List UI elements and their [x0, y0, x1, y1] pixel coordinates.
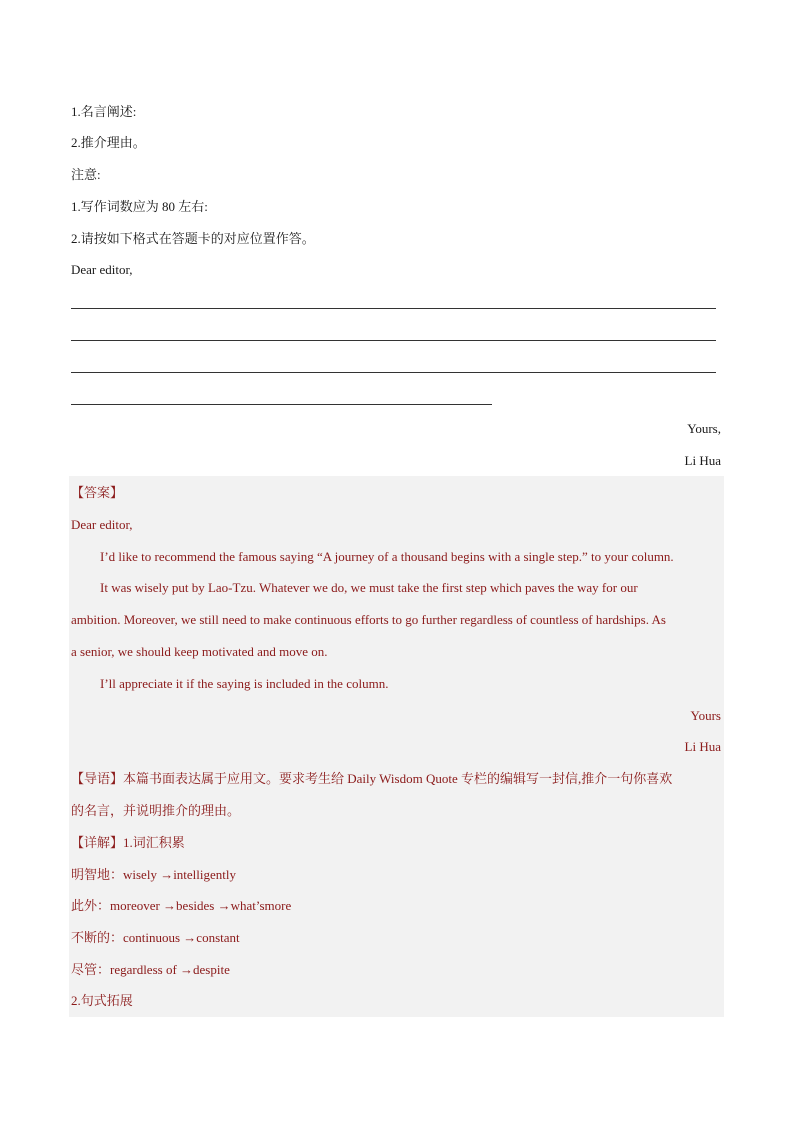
detail-line-1: [71, 834, 185, 852]
vocab-item: 尽管：regardless of →despite: [71, 962, 230, 977]
answer-label: 【答案】: [71, 485, 124, 500]
guide-text: 本篇书面表达属于应用文。要求考生给 Daily Wisdom Quote 专栏的编辑写一封信,推介一句你喜欢: [123, 771, 673, 786]
writing-line: [71, 404, 492, 405]
writing-line: [71, 372, 716, 373]
letter-salutation: Dear editor,: [71, 262, 133, 277]
requirement-item-1: 1.名言阐述:: [71, 104, 137, 119]
writing-line: [71, 308, 716, 309]
writing-line: [71, 340, 716, 341]
requirement-item-2: 2.推介理由。: [71, 135, 146, 150]
note-item-1: 1.写作词数应为 80 左右:: [71, 199, 208, 214]
vocab-item: 明智地：wisely →intelligently: [71, 867, 237, 882]
detail-heading-1: 1.词汇积累: [123, 835, 185, 850]
answer-paragraph-2-line-3: a senior, we should keep motivated and move on.: [71, 644, 328, 659]
detail-heading-2: 2.句式拓展: [71, 993, 133, 1008]
guide-line-2: 的名言，并说明推介的理由。: [71, 803, 241, 818]
guide-label: 【导语】: [71, 771, 124, 786]
answer-paragraph-2-line-2: ambition. Moreover, we still need to make continuous efforts to go further regardless of countless of hardships. As: [71, 612, 666, 627]
letter-signature: Li Hua: [684, 453, 721, 468]
note-item-2: 2.请按如下格式在答题卡的对应位置作答。: [71, 231, 315, 246]
answer-closing: Yours: [690, 708, 721, 723]
note-label: 注意:: [71, 167, 101, 182]
answer-signature: Li Hua: [684, 739, 721, 754]
guide-line-1: [71, 770, 672, 788]
answer-salutation: Dear editor,: [71, 517, 133, 532]
detail-label: 【详解】: [71, 835, 124, 850]
answer-paragraph-3: I’ll appreciate it if the saying is included in the column.: [100, 676, 389, 691]
answer-paragraph-2-line-1: It was wisely put by Lao-Tzu. Whatever we do, we must take the first step which paves the way for our: [100, 580, 638, 595]
letter-closing: Yours,: [687, 421, 721, 436]
answer-paragraph-1: I’d like to recommend the famous saying “A journey of a thousand begins with a single step.” to your column.: [100, 549, 674, 564]
vocab-item: 不断的：continuous →constant: [71, 930, 240, 945]
vocab-item: 此外：moreover →besides →what’smore: [71, 898, 292, 913]
